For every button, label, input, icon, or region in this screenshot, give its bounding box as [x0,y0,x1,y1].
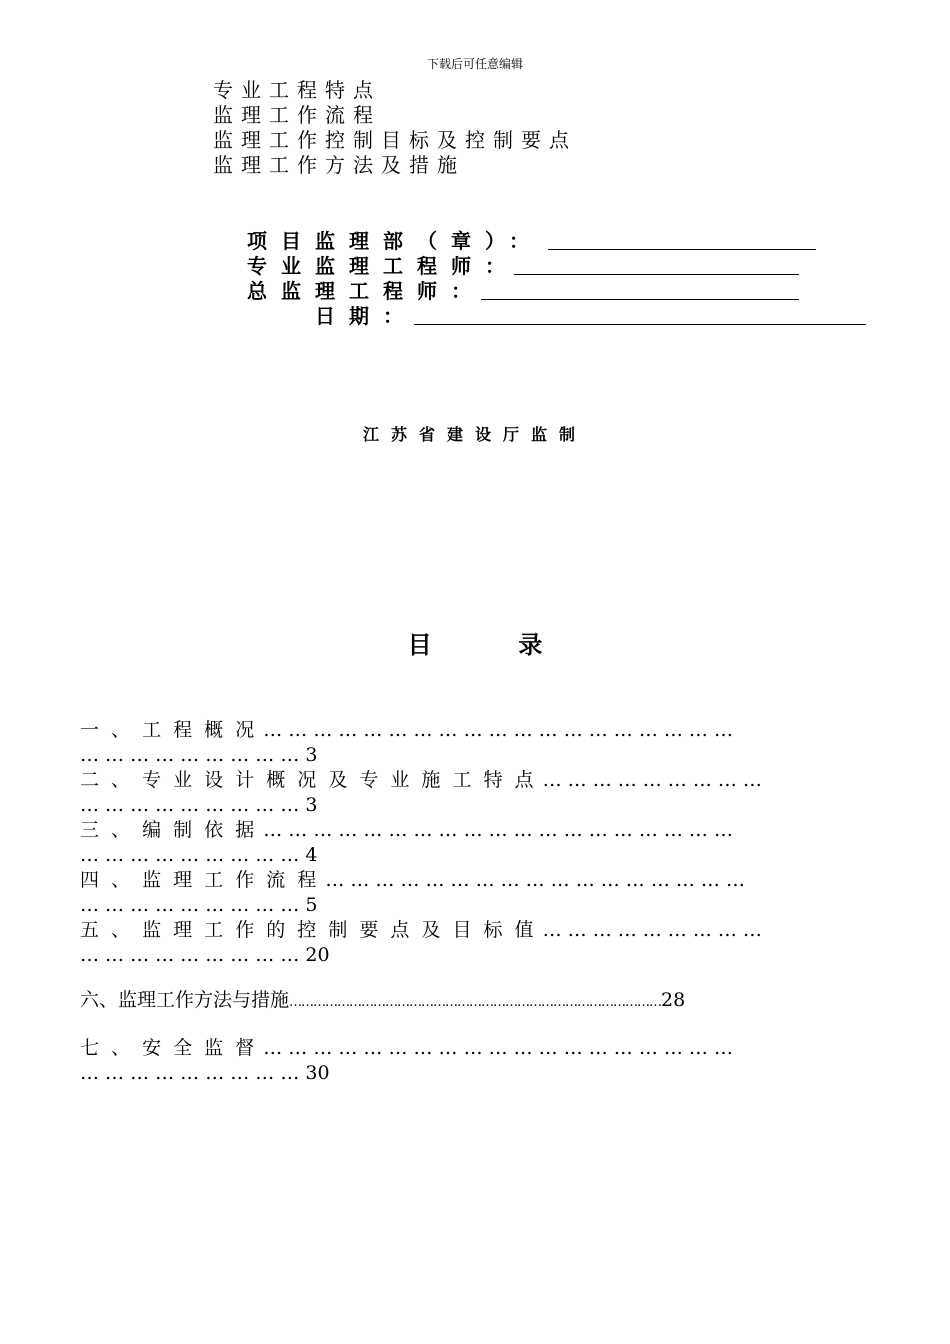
toc-page-number: 5 [305,894,318,916]
chief-engineer-label: 总监理工程师： [247,279,485,303]
toc-entry-label: 五 、 监 理 工 作 的 控 制 要 点 及 目 标 值 [80,919,537,941]
toc-entry-label: 四 、 监 理 工 作 流 程 [80,869,320,891]
cover-item-3: 监理工作控制目标及控制要点 [213,128,577,152]
cover-item-1: 专业工程特点 [213,78,381,102]
toc-leader: … … … … … … … … … [80,744,300,766]
toc-entry-7-cont [80,1061,330,1086]
toc-entry-7[interactable] [80,1036,733,1061]
project-dept-label: 项目监理部（章）： [247,229,543,253]
toc-entry-6[interactable] [80,988,685,1015]
toc-page-number: 30 [305,1062,330,1084]
toc-leader: … … … … … … … … … [80,844,300,866]
toc-leader: ………………………………………………………………………………… [289,995,662,1010]
toc-entry-label: 三 、 编 制 依 据 [80,819,258,841]
issuer-text: 江苏省建设厅监制 [362,425,587,444]
toc-entry-3[interactable] [80,818,733,843]
specialty-engineer-line [514,274,799,275]
toc-page-number: 3 [305,794,318,816]
toc-title-right: 录 [518,630,543,659]
toc-page-number: 28 [661,989,686,1011]
toc-title-left: 目 [407,630,432,659]
toc-leader: … … … … … … … … … [80,894,300,916]
toc-entry-2[interactable] [80,768,762,793]
toc-entry-3-cont [80,843,317,868]
project-dept-line [548,249,816,250]
toc-page-number: 20 [305,944,330,966]
toc-leader: … … … … … … … … … … … … … … … … … [325,869,745,891]
cover-item-2: 监理工作流程 [213,103,381,127]
date-label: 日期： [315,304,417,328]
toc-entry-label: 六、监理工作方法与措施 [80,989,290,1011]
toc-page-number: 3 [305,744,318,766]
toc-entry-2-cont [80,793,317,818]
toc-leader: … … … … … … … … … [80,794,300,816]
chief-engineer-line [481,299,799,300]
toc-entry-1-cont [80,743,317,768]
toc-leader: … … … … … … … … … [542,769,762,791]
toc-leader: … … … … … … … … … [80,944,300,966]
toc-entry-4-cont [80,893,317,918]
toc-leader: … … … … … … … … … … … … … … … … … … … [263,819,733,841]
header-note: 下载后可任意编辑 [426,57,523,71]
specialty-engineer-label: 专业监理工程师： [247,254,519,278]
date-line [414,324,866,325]
cover-item-4: 监理工作方法及措施 [213,153,465,177]
toc-leader: … … … … … … … … … … … … … … … … … … … [263,719,733,741]
toc-entry-label: 七 、 安 全 监 督 [80,1037,258,1059]
toc-entry-4[interactable] [80,868,745,893]
toc-leader: … … … … … … … … … [80,1062,300,1084]
toc-entry-5-cont [80,943,330,968]
toc-title [0,625,950,660]
toc-page-number: 4 [305,844,318,866]
toc-leader: … … … … … … … … … … … … … … … … … … … [263,1037,733,1059]
toc-entry-label: 二 、 专 业 设 计 概 况 及 专 业 施 工 特 点 [80,769,537,791]
toc-entry-1[interactable] [80,718,733,743]
toc-leader: … … … … … … … … … [542,919,762,941]
toc-entry-label: 一 、 工 程 概 况 [80,719,258,741]
toc-entry-5[interactable] [80,918,762,943]
